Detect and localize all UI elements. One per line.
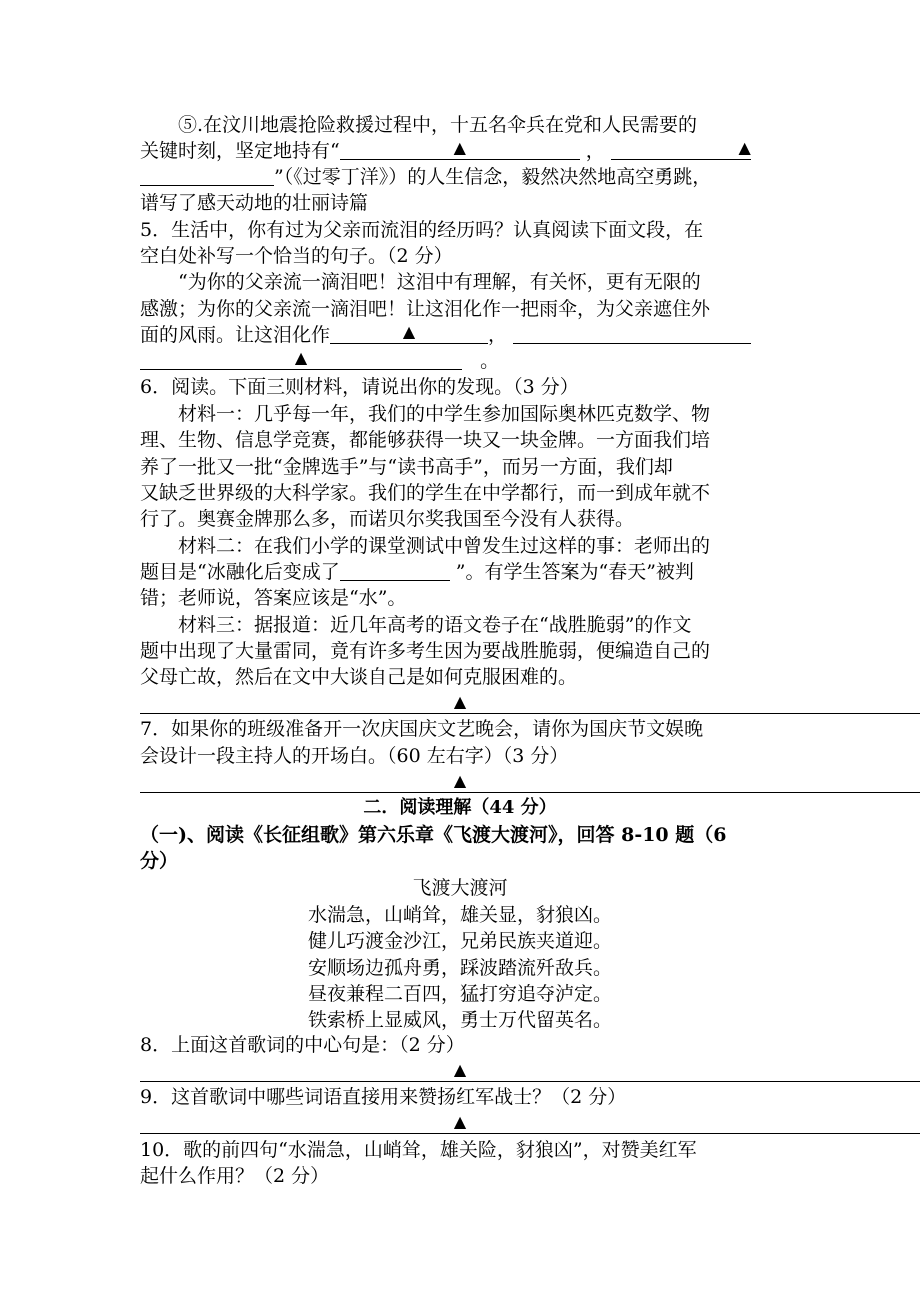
q9-text: 9．这首歌词中哪些词语直接用来赞扬红军战士？（2 分）: [140, 1086, 627, 1108]
q5-line1: 5．生活中，你有过为父亲而流泪的经历吗？认真阅读下面文段，在: [140, 219, 704, 241]
poem-line: 铁索桥上显威风，勇士万代留英名。: [307, 1009, 612, 1031]
answer-blank[interactable]: [330, 323, 488, 344]
answer-line[interactable]: [140, 690, 920, 716]
blank-marker-icon: ▲: [738, 138, 751, 157]
q5-line3: “为你的父亲流一滴泪吧！这泪中有理解，有关怀，更有无限的: [178, 271, 701, 293]
blank-marker-icon: ▲: [294, 348, 308, 367]
q5-line6: ▲ 。: [140, 348, 780, 374]
answer-line[interactable]: [140, 1110, 920, 1136]
q6-line7: 材料二：在我们小学的课堂测试中曾发生过这样的事：老师出的: [178, 535, 711, 557]
q5-line4: 感激；为你的父亲流一滴泪吧！让这泪化作一把雨伞，为父亲遮住外: [140, 298, 711, 320]
q4-5-line4: 谱写了感天动地的壮丽诗篇: [140, 192, 369, 214]
q5-line5: 面的风雨。让这泪化作 ▲ ，: [140, 322, 780, 348]
q6-line6: 行了。奥赛金牌那么多，而诺贝尔奖我国至今没有人获得。: [140, 508, 635, 530]
q8-text: 8．上面这首歌词的中心句是：（2 分）: [140, 1034, 465, 1056]
q5-line2: 空白处补写一个恰当的句子。（2 分）: [140, 245, 453, 267]
q4-5-line1: ⑤.在汶川地震抢险救援过程中，十五名伞兵在党和人民需要的: [178, 114, 698, 136]
q6-line12: 父母亡故，然后在文中大谈自己是如何克服困难的。: [140, 666, 578, 688]
q10-line1: 10．歌的前四句“水湍急，山峭耸，雄关险，豺狼凶”，对赞美红军: [140, 1139, 697, 1161]
q10-line2: 起什么作用？（2 分）: [140, 1165, 330, 1187]
blank-marker-icon: ▲: [453, 1112, 467, 1131]
poem-title: 飞渡大渡河: [412, 877, 508, 899]
q7-line1: 7．如果你的班级准备开一次庆国庆文艺晚会，请你为国庆节文娱晚: [140, 718, 704, 740]
q6-line11: 题中出现了大量雷同，竟有许多考生因为要战胜脆弱，便编造自己的: [140, 640, 711, 662]
answer-blank[interactable]: [340, 139, 580, 160]
answer-blank[interactable]: [140, 165, 274, 186]
q6-line3: 理、生物、信息学竞赛，都能够获得一块又一块金牌。一方面我们培: [140, 429, 711, 451]
poem-line: 健儿巧渡金沙江，兄弟民族夹道迎。: [307, 930, 612, 952]
poem-line: 昼夜兼程二百四，猛打穷追夺泸定。: [307, 983, 612, 1005]
poem-line: 水湍急，山峭耸，雄关显，豺狼凶。: [307, 904, 612, 926]
answer-blank[interactable]: [140, 349, 462, 370]
blank-marker-icon: ▲: [453, 771, 467, 790]
blank-marker-icon: ▲: [453, 692, 467, 711]
section-title: 二．阅读理解（44 分）: [363, 797, 557, 818]
q6-line1: 6．阅读。下面三则材料，请说出你的发现。（3 分）: [140, 376, 579, 398]
answer-blank[interactable]: [611, 139, 751, 160]
blank-marker-icon: ▲: [402, 322, 416, 341]
poem-line: 安顺场边孤舟勇，踩波踏流歼敌兵。: [307, 957, 612, 979]
q7-line2: 会设计一段主持人的开场白。（60 左右字）（3 分）: [140, 745, 569, 767]
q6-line10: 材料三：据报道：近几年高考的语文卷子在“战胜脆弱”的作文: [178, 614, 692, 636]
q6-line8: 题目是“冰融化后变成了 ”。有学生答案为“春天”被判: [140, 561, 694, 583]
q6-line9: 错；老师说，答案应该是“水”。: [140, 587, 407, 609]
answer-line[interactable]: [140, 769, 920, 795]
section-sub-line1: （一)、阅读《长征组歌》第六乐章《飞渡大渡河》，回答 8-10 题（6: [140, 824, 727, 846]
q6-line5: 又缺乏世界级的大科学家。我们的学生在中学都行，而一到成年就不: [140, 482, 711, 504]
blank-marker-icon: ▲: [453, 1060, 467, 1079]
answer-blank[interactable]: [340, 560, 450, 581]
q6-line2: 材料一：几乎每一年，我们的中学生参加国际奥林匹克数学、物: [178, 403, 711, 425]
blank-marker-icon: ▲: [453, 138, 466, 157]
q6-line4: 养了一批又一批“金牌选手”与“读书高手”，而另一方面，我们却: [140, 456, 673, 478]
q4-5-line2: 关键时刻，坚定地持有“ ▲ ， ▲: [140, 138, 751, 162]
section-sub-line2: 分）: [140, 850, 179, 872]
q4-5-line3: ”（《过零丁洋》）的人生信念，毅然决然地高空勇跳，: [140, 164, 780, 190]
answer-line[interactable]: [140, 1058, 920, 1084]
answer-blank[interactable]: [513, 323, 751, 344]
